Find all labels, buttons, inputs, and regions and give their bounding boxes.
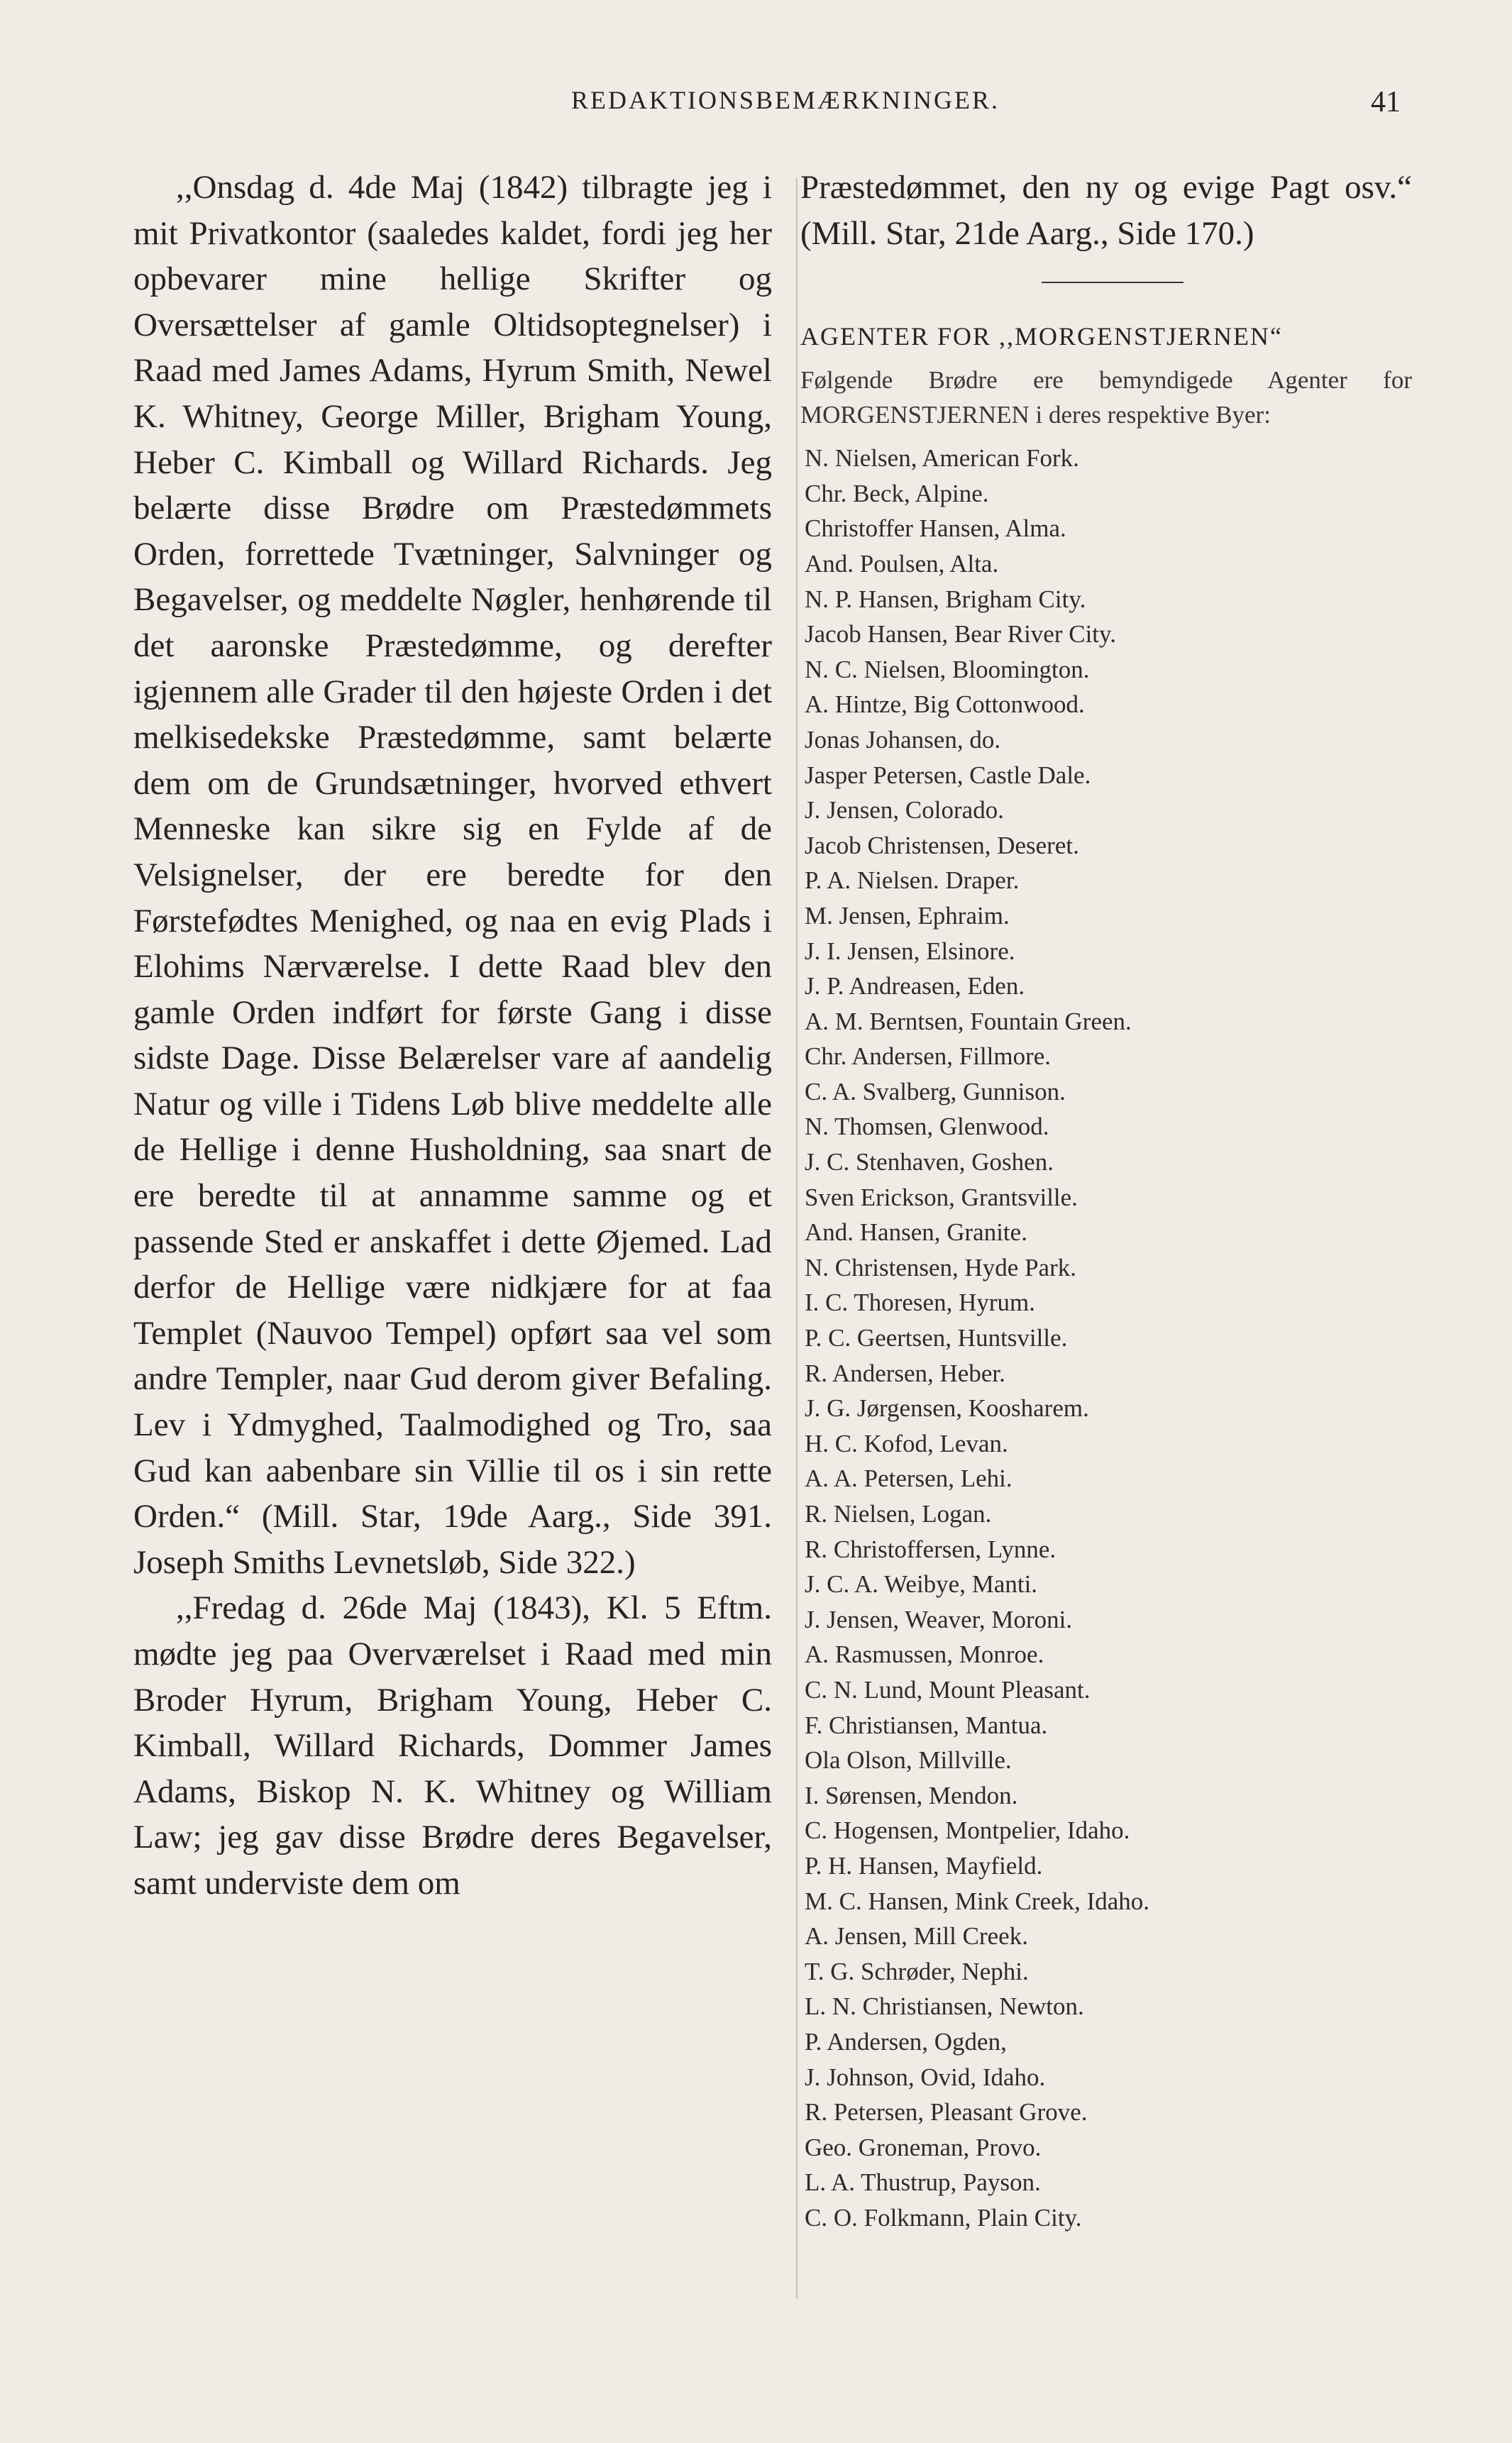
agent-entry: Jasper Petersen, Castle Dale. [805,761,1091,789]
agents-list [805,441,1412,2235]
left-column [133,165,772,1907]
agent-entry: R. Andersen, Heber. [805,1359,1005,1387]
agent-entry: R. Nielsen, Logan. [805,1500,992,1528]
agent-entry: J. I. Jensen, Elsinore. [805,937,1015,965]
agent-entry: N. C. Nielsen, Bloomington. [805,655,1090,683]
body-paragraph: ,,Onsdag d. 4de Maj (1842) tilbragte jeg i mit Privatkontor (saaledes kaldet, fordi jeg her opbevarer mine hellige Skrifter og Oversættelser af gamle Oltidsoptegnelser) i Raad med James Adams, Hyrum Smith, Newel K. Whitney, George Miller, Brigham Young, Heber C. Kimball og Willard Richards. Jeg belærte disse Brødre om Præstedømmets Orden, forrettede Tvætninger, Salvninger og Begavelser, og meddelte Nøgler, henhørende til det aaronske Præstedømme, og derefter igjennem alle Grader til den højeste Orden i det melkisedekske Præstedømme, samt belærte dem om de Grundsætninger, hvorved ethvert Menneske kan sikre sig en Fylde af de Velsignelser, der ere beredte for den Førstefødtes Menighed, og naa en evig Plads i Elohims Nærværelse. I dette Raad blev den gamle Orden indført for første Gang i disse sidste Dage. Disse Belærelser vare af aandelig Natur og ville i Tidens Løb blive meddelte alle de Hellige i denne Husholdning, saa snart de ere beredte til at annamme samme og et passende Sted er anskaffet i dette Øjemed. Lad derfor de Hellige være nidkjære for at faa Templet (Nauvoo Tempel) opført saa vel som andre Templer, naar Gud derom giver Befaling. Lev i Ydmyghed, Taalmodighed og Tro, saa Gud kan aabenbare sin Villie til os i sin rette Orden.“ (Mill. Star, 19de Aarg., Side 391. Joseph Smiths Levnetsløb, Side 322.) [133,169,772,1581]
agents-intro: Følgende Brødre ere bemyndigede Agenter for MORGENSTJERNEN i deres respektive Byer: [800,366,1412,429]
agent-entry: Jacob Hansen, Bear River City. [805,620,1117,649]
agent-entry: N. Christensen, Hyde Park. [805,1253,1077,1281]
agent-entry: M. Jensen, Ephraim. [805,901,1010,930]
continuation-paragraph: Præstedømmet, den ny og evige Pagt osv.“ (Mill. Star, 21de Aarg., Side 170.) [800,169,1412,252]
agent-entry: C. Hogensen, Montpelier, Idaho. [805,1816,1130,1845]
right-column [800,165,1412,2235]
agent-entry: J. Jensen, Weaver, Moroni. [805,1605,1073,1633]
agent-entry: P. Andersen, Ogden, [805,2027,1007,2056]
agent-entry: P. A. Nielsen. Draper. [805,866,1020,895]
agent-entry: J. Jensen, Colorado. [805,796,1004,825]
agent-entry: R. Petersen, Pleasant Grove. [805,2098,1088,2127]
agent-entry: Geo. Groneman, Provo. [805,2133,1042,2161]
agent-entry: Chr. Andersen, Fillmore. [805,1042,1052,1071]
agent-entry: M. C. Hansen, Mink Creek, Idaho. [805,1887,1150,1915]
agent-entry: A. Jensen, Mill Creek. [805,1922,1028,1951]
agent-entry: Ola Olson, Millville. [805,1746,1012,1775]
agent-entry: J. C. A. Weibye, Manti. [805,1570,1038,1599]
agent-entry: P. C. Geertsen, Huntsville. [805,1324,1068,1352]
column-divider [796,177,798,2299]
agent-entry: C. O. Folkmann, Plain City. [805,2203,1082,2232]
agent-entry: I. C. Thoresen, Hyrum. [805,1289,1035,1317]
agents-heading: AGENTER FOR ,,MORGENSTJERNEN“ [800,322,1284,351]
agent-entry: A. Rasmussen, Monroe. [805,1640,1044,1669]
page-header [0,85,1512,128]
agent-entry: P. H. Hansen, Mayfield. [805,1851,1043,1880]
agent-entry: Jonas Johansen, do. [805,725,1001,754]
page-number: 41 [1371,86,1401,118]
agent-entry: Jacob Christensen, Deseret. [805,831,1079,859]
agent-entry: A. M. Berntsen, Fountain Green. [805,1007,1132,1035]
agent-entry: I. Sørensen, Mendon. [805,1781,1018,1809]
agent-entry: L. A. Thustrup, Payson. [805,2168,1041,2197]
body-paragraph: ,,Fredag d. 26de Maj (1843), Kl. 5 Eftm. mødte jeg paa Overværelset i Raad med min Broder Hyrum, Brigham Young, Heber C. Kimball, Willard Richards, Dommer James Adams, Biskop N. K. Whitney og William Law; jeg gav disse Brødre deres Begavelser, samt underviste dem om [133,1589,772,1902]
agent-entry: A. A. Petersen, Lehi. [805,1465,1012,1493]
agent-entry: H. C. Kofod, Levan. [805,1429,1008,1457]
agent-entry: And. Poulsen, Alta. [805,549,999,578]
agent-entry: Sven Erickson, Grantsville. [805,1183,1078,1211]
section-rule [1042,282,1183,283]
agent-entry: C. N. Lund, Mount Pleasant. [805,1675,1091,1704]
agent-entry: J. P. Andreasen, Eden. [805,972,1025,1000]
agent-entry: J. G. Jørgensen, Koosharem. [805,1394,1089,1423]
agent-entry: T. G. Schrøder, Nephi. [805,1957,1029,1985]
agent-entry: C. A. Svalberg, Gunnison. [805,1077,1066,1105]
agent-entry: N. Nielsen, American Fork. [805,444,1079,473]
agent-entry: And. Hansen, Granite. [805,1218,1027,1247]
agent-entry: A. Hintze, Big Cottonwood. [805,690,1085,719]
agent-entry: L. N. Christiansen, Newton. [805,1992,1084,2021]
agent-entry: F. Christiansen, Mantua. [805,1711,1048,1739]
agent-entry: N. Thomsen, Glenwood. [805,1113,1049,1141]
agent-entry: J. C. Stenhaven, Goshen. [805,1148,1054,1176]
running-title: REDAKTIONSBEMÆRKNINGER. [571,86,1000,114]
agent-entry: N. P. Hansen, Brigham City. [805,585,1086,613]
agent-entry: Christoffer Hansen, Alma. [805,514,1066,543]
agent-entry: R. Christoffersen, Lynne. [805,1535,1056,1563]
agent-entry: Chr. Beck, Alpine. [805,479,989,507]
agent-entry: J. Johnson, Ovid, Idaho. [805,2063,1046,2091]
